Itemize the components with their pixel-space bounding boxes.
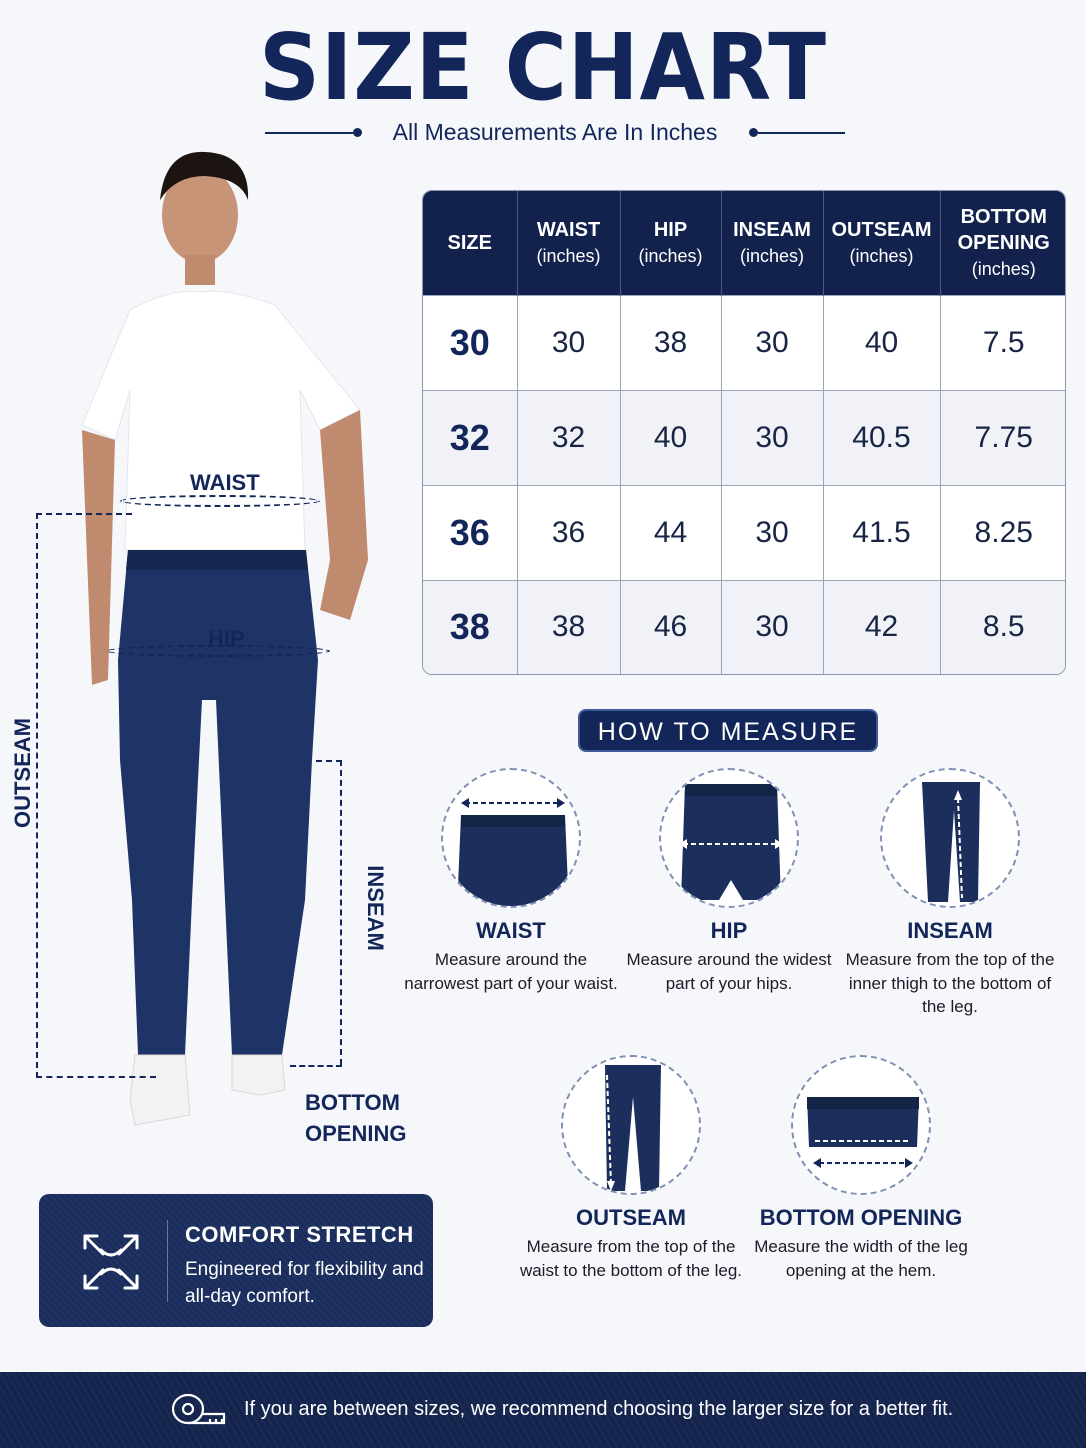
table-cell: 30 — [721, 580, 823, 674]
inseam-top-tick — [316, 760, 342, 762]
table-cell: 32 — [517, 390, 620, 485]
waist-jeans-icon — [441, 768, 581, 908]
model-label-waist: WAIST — [190, 470, 260, 495]
footer-text: If you are between sizes, we recommend choosing the larger size for a better fit. — [244, 1398, 954, 1420]
expand-arrows-icon — [79, 1230, 143, 1294]
table-cell: 44 — [620, 485, 721, 580]
table-cell: 40 — [620, 390, 721, 485]
outseam-top-tick — [36, 513, 132, 515]
col-header-waist: WAIST (inches) — [517, 191, 620, 295]
measure-name: OUTSEAM — [576, 1205, 686, 1230]
measure-inseam — [835, 768, 1065, 1019]
table-cell: 30 — [721, 295, 823, 390]
model-label-inseam: INSEAM — [362, 865, 388, 951]
comfort-title: COMFORT STRETCH — [185, 1222, 414, 1247]
table-cell: 40 — [823, 295, 940, 390]
measure-hip — [614, 768, 844, 995]
comfort-desc: Engineered for flexibility and all-day comfort. — [185, 1259, 424, 1307]
measure-name: HIP — [710, 918, 748, 943]
table-cell: 40.5 — [823, 390, 940, 485]
measure-desc: Measure from the top of the waist to the bottom of the leg. — [519, 1237, 743, 1280]
measure-desc: Measure around the narrowest part of your waist. — [404, 950, 618, 993]
outseam-jeans-icon — [561, 1055, 701, 1195]
subtitle-dot-right — [749, 128, 758, 137]
subtitle-line-right — [758, 132, 845, 134]
bottom-opening-jeans-icon — [791, 1055, 931, 1195]
how-to-measure-title: HOW TO MEASURE — [578, 709, 878, 752]
col-header-bottom-opening: BOTTOM OPENING (inches) — [940, 191, 1066, 295]
footer-banner — [0, 1372, 1086, 1448]
waist-guide — [120, 495, 320, 507]
model-label-bottom-opening: BOTTOM OPENING — [305, 1090, 407, 1146]
table-cell: 8.5 — [940, 580, 1066, 674]
inseam-jeans-icon — [880, 768, 1020, 908]
model-illustration — [10, 140, 440, 1146]
page-title: SIZE CHART — [259, 14, 827, 121]
measure-desc: Measure from the top of the inner thigh to the bottom of the leg. — [845, 950, 1055, 1016]
col-header-inseam: INSEAM (inches) — [721, 191, 823, 295]
measure-bottom-opening — [746, 1055, 976, 1282]
inseam-guide — [340, 760, 342, 1065]
table-cell: 30 — [721, 485, 823, 580]
measure-name: BOTTOM OPENING — [759, 1205, 963, 1230]
outseam-bottom-tick — [36, 1076, 156, 1078]
subtitle: All Measurements Are In Inches — [392, 119, 718, 145]
measure-name: WAIST — [476, 918, 546, 943]
table-row — [423, 485, 1066, 580]
table-cell: 8.25 — [940, 485, 1066, 580]
col-header-size: SIZE — [423, 191, 517, 295]
measure-name: INSEAM — [907, 918, 993, 943]
measure-waist — [396, 768, 626, 995]
table-cell: 38 — [620, 295, 721, 390]
size-table — [422, 190, 1066, 675]
measure-desc: Measure around the widest part of your hips. — [626, 950, 832, 993]
table-row — [423, 580, 1066, 674]
table-row — [423, 295, 1066, 390]
size-cell: 38 — [423, 580, 517, 674]
card-divider — [167, 1220, 168, 1302]
size-cell: 30 — [423, 295, 517, 390]
size-cell: 32 — [423, 390, 517, 485]
table-cell: 7.75 — [940, 390, 1066, 485]
hip-jeans-icon — [659, 768, 799, 908]
table-cell: 7.5 — [940, 295, 1066, 390]
table-row — [423, 390, 1066, 485]
table-cell: 36 — [517, 485, 620, 580]
measuring-tape-icon — [170, 1392, 228, 1426]
table-cell: 42 — [823, 580, 940, 674]
comfort-stretch-card — [39, 1194, 433, 1327]
measure-desc: Measure the width of the leg opening at the hem. — [754, 1237, 968, 1280]
inseam-bottom-tick — [290, 1065, 342, 1067]
table-cell: 30 — [517, 295, 620, 390]
table-cell: 46 — [620, 580, 721, 674]
table-cell: 38 — [517, 580, 620, 674]
model-label-outseam: OUTSEAM — [10, 718, 35, 828]
table-cell: 41.5 — [823, 485, 940, 580]
outseam-guide — [36, 513, 38, 1078]
table-header-row — [423, 191, 1066, 295]
measure-outseam — [516, 1055, 746, 1282]
size-cell: 36 — [423, 485, 517, 580]
col-header-hip: HIP (inches) — [620, 191, 721, 295]
col-header-outseam: OUTSEAM (inches) — [823, 191, 940, 295]
table-cell: 30 — [721, 390, 823, 485]
model-label-hip: HIP — [208, 626, 245, 651]
